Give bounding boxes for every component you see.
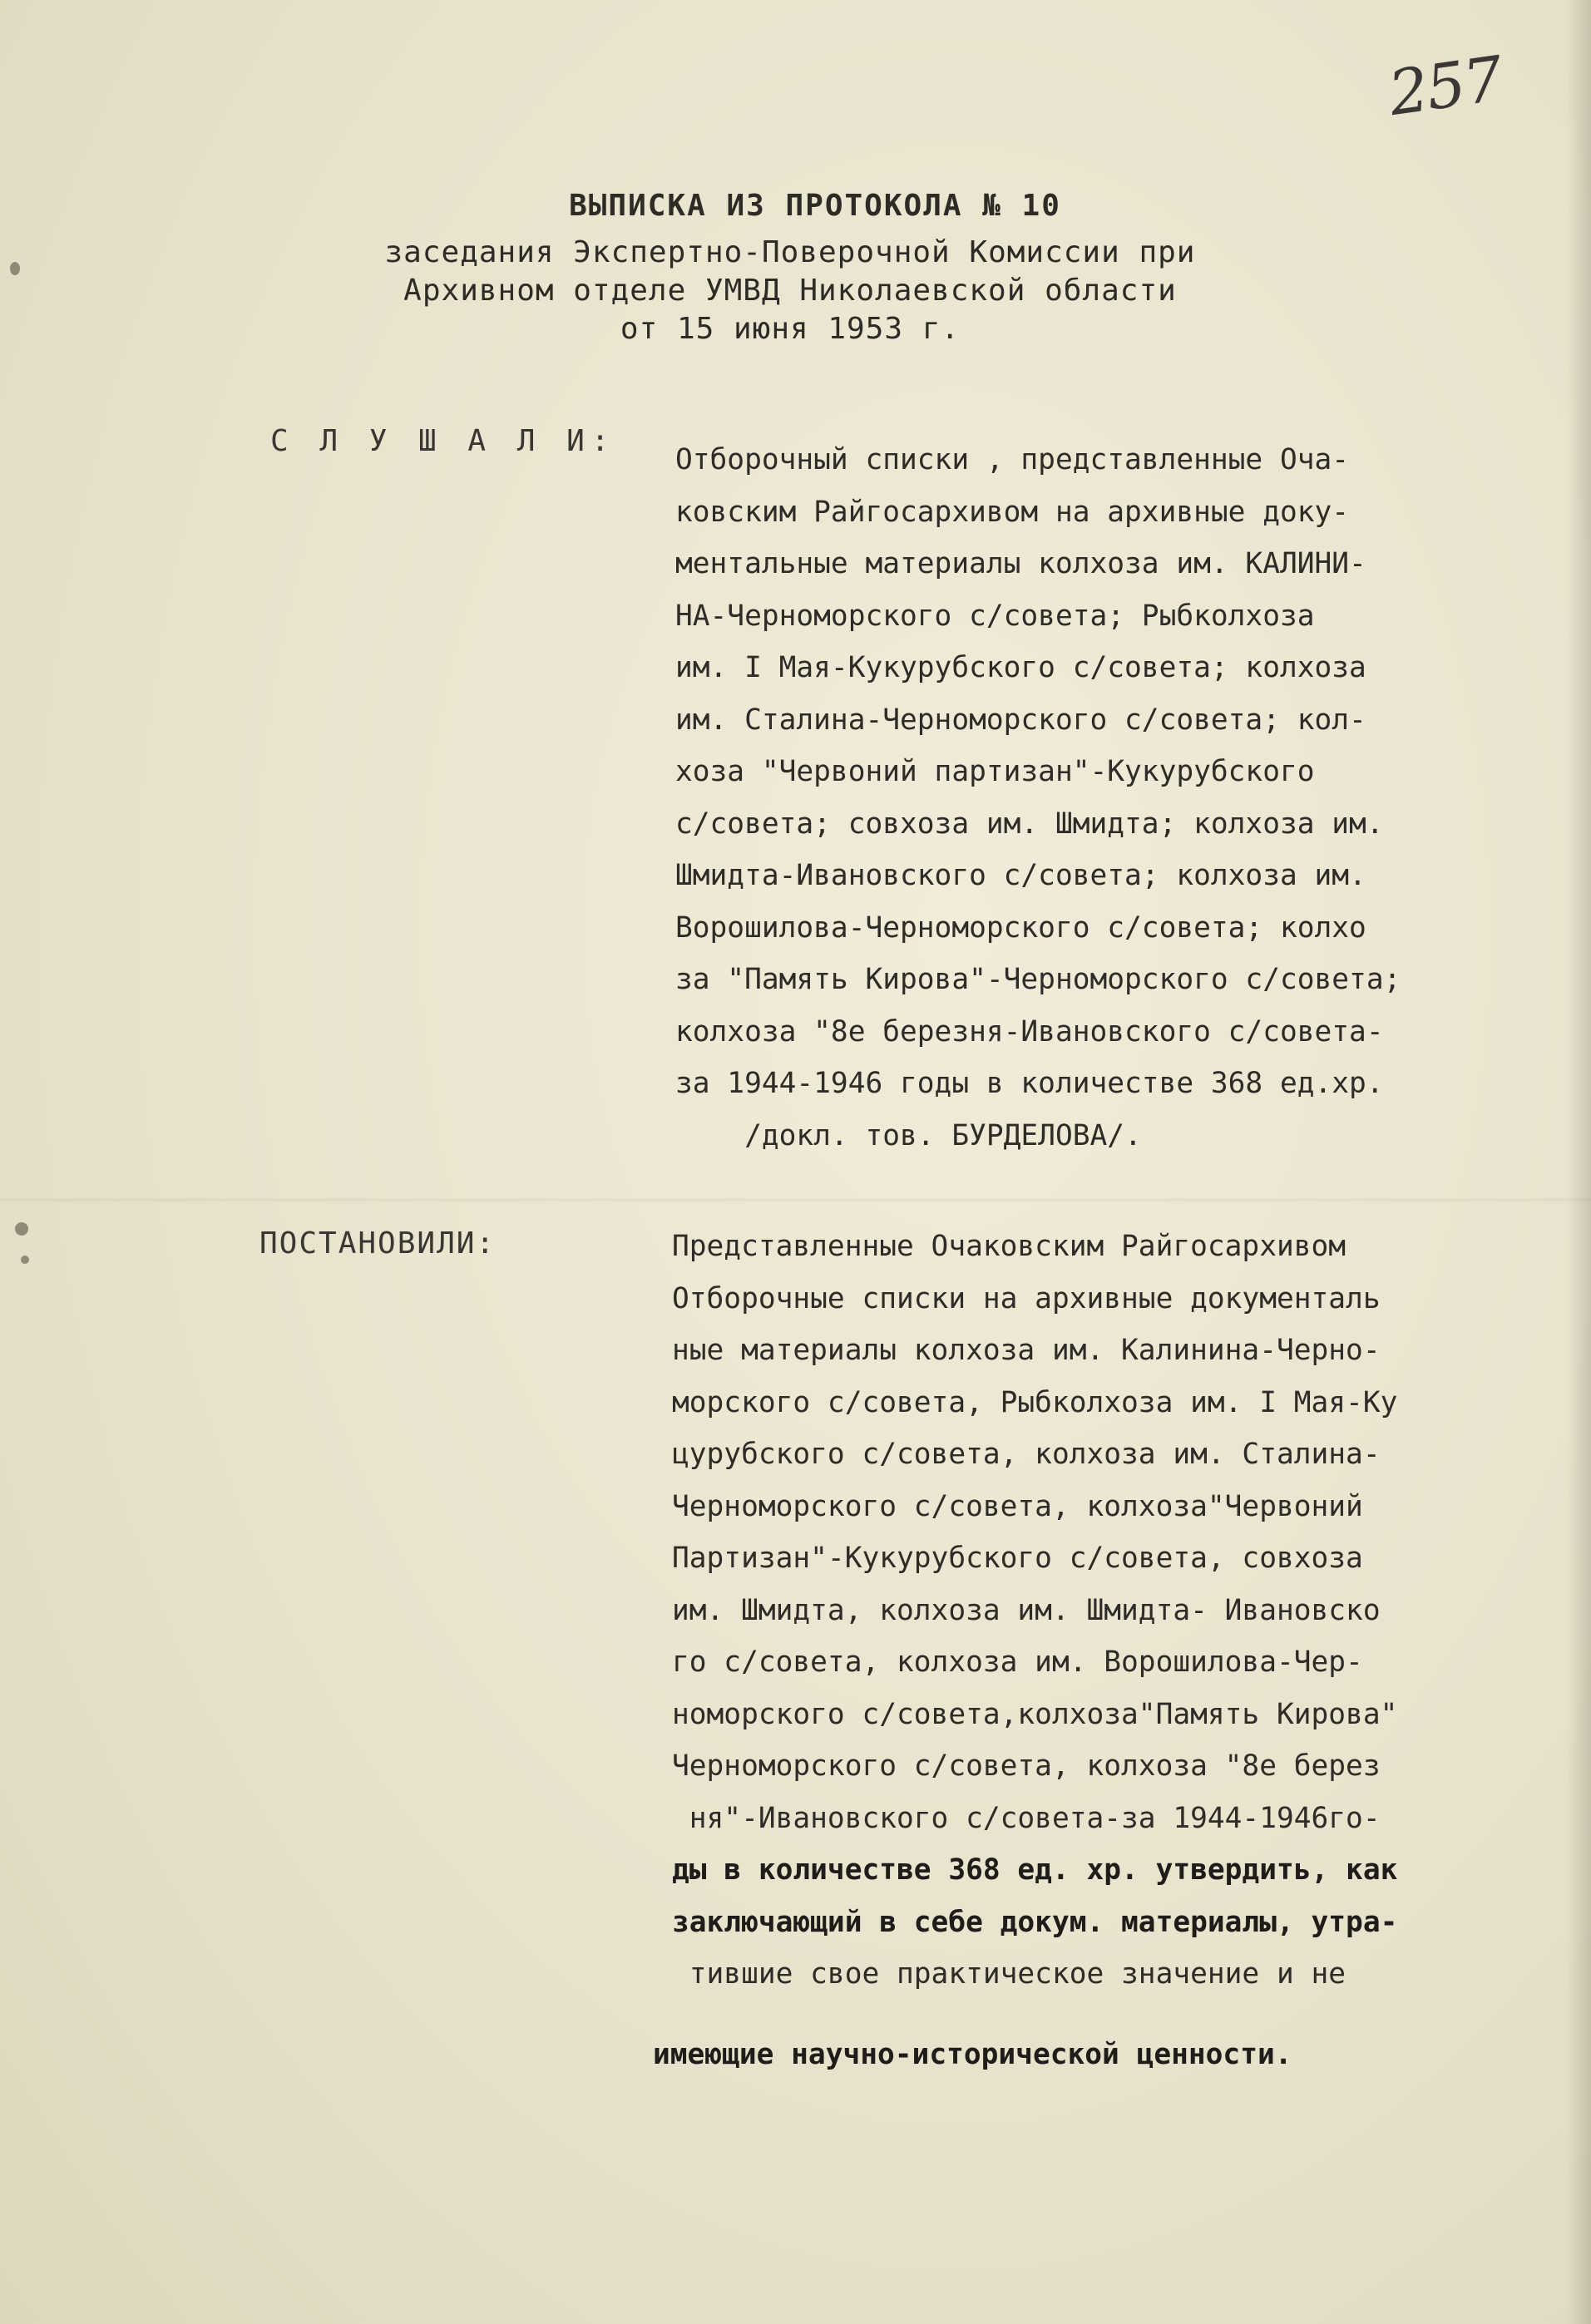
text-line: НА-Черноморского с/совета; Рыбколхоза [675,599,1315,633]
text-line: Ворошилова-Черноморского с/совета; колхо [675,910,1366,945]
document-title: ВЫПИСКА ИЗ ПРОТОКОЛА № 10 [569,189,1061,223]
text-line: за "Память Кирова"-Черноморского с/совета; [675,963,1401,996]
binding-hole-mark [21,1256,29,1264]
text-line: хоза "Червоний партизан"-Кукурубского [675,755,1315,788]
text-line: с/совета; совхоза им. Шмидта; колхоза им. [675,807,1384,841]
text-line: за 1944-1946 годы в количестве 368 ед.хр. [675,1067,1384,1100]
text-line: им. I Мая-Кукурубского с/совета; колхоза [675,651,1366,684]
binding-hole-mark [10,262,20,275]
text-line: ня"-Ивановского с/совета-за 1944-1946го- [672,1801,1381,1835]
resolved-text [672,1221,1397,2001]
text-line: ментальные материалы колхоза им. КАЛИНИ- [675,547,1366,580]
text-line: им. Сталина-Черноморского с/совета; кол- [675,703,1366,737]
text-line: ные материалы колхоза им. Калинина-Черно- [672,1334,1381,1367]
text-line: ды в количестве 368 ед. хр. утвердить, как [672,1853,1398,1887]
subtitle-line: Архивном отделе УМВД Николаевской области [403,274,1177,308]
text-line: Отборочный списки , представленные Оча- [675,443,1350,476]
text-line: Черноморского с/совета, колхоза "8е берез [672,1749,1381,1783]
text-line: тившие свое практическое значение и не [672,1957,1346,1991]
closing-line: имеющие научно-исторической ценности. [653,2038,1292,2071]
page-edge-shadow [1566,0,1591,2324]
binding-hole-mark [15,1222,28,1236]
text-line: морского с/совета, Рыбколхоза им. I Мая-Ку [672,1385,1398,1419]
heard-label: С Л У Ш А Л И: [270,424,616,458]
text-line: колхоза "8е березня-Ивановского с/совета- [675,1014,1384,1049]
text-line: Шмидта-Ивановского с/совета; колхоза им. [675,859,1366,892]
resolved-label: ПОСТАНОВИЛИ: [259,1226,497,1261]
text-line: го с/совета, колхоза им. Ворошилова-Чер- [672,1646,1363,1679]
text-line: Черноморского с/совета, колхоза"Червоний [672,1489,1363,1523]
document-header [250,187,1331,348]
folio-number: 257 [1384,43,1506,131]
text-line: им. Шмидта, колхоза им. Шмидта- Ивановско [672,1593,1381,1627]
meeting-date: от 15 июня 1953 г. [620,312,961,346]
text-line: Отборочные списки на архивные документаль [672,1281,1381,1315]
heard-text [675,434,1401,1162]
text-line: Представленные Очаковским Райгосархивом [672,1230,1346,1263]
page-fold [0,1197,1591,1202]
text-line: ковским Райгосархивом на архивные доку- [675,495,1350,529]
text-line: /докл. тов. БУРДЕЛОВА/. [675,1118,1142,1152]
text-line: Партизан"-Кукурубского с/совета, совхоза [672,1542,1363,1575]
text-line: заключающий в себе докум. материалы, утра- [672,1905,1398,1939]
text-line: цурубского с/совета, колхоза им. Сталина- [672,1438,1381,1471]
text-line: номорского с/совета,колхоза"Память Кирова" [672,1697,1398,1731]
subtitle-line: заседания Экспертно-Поверочной Комиссии при [384,235,1196,269]
